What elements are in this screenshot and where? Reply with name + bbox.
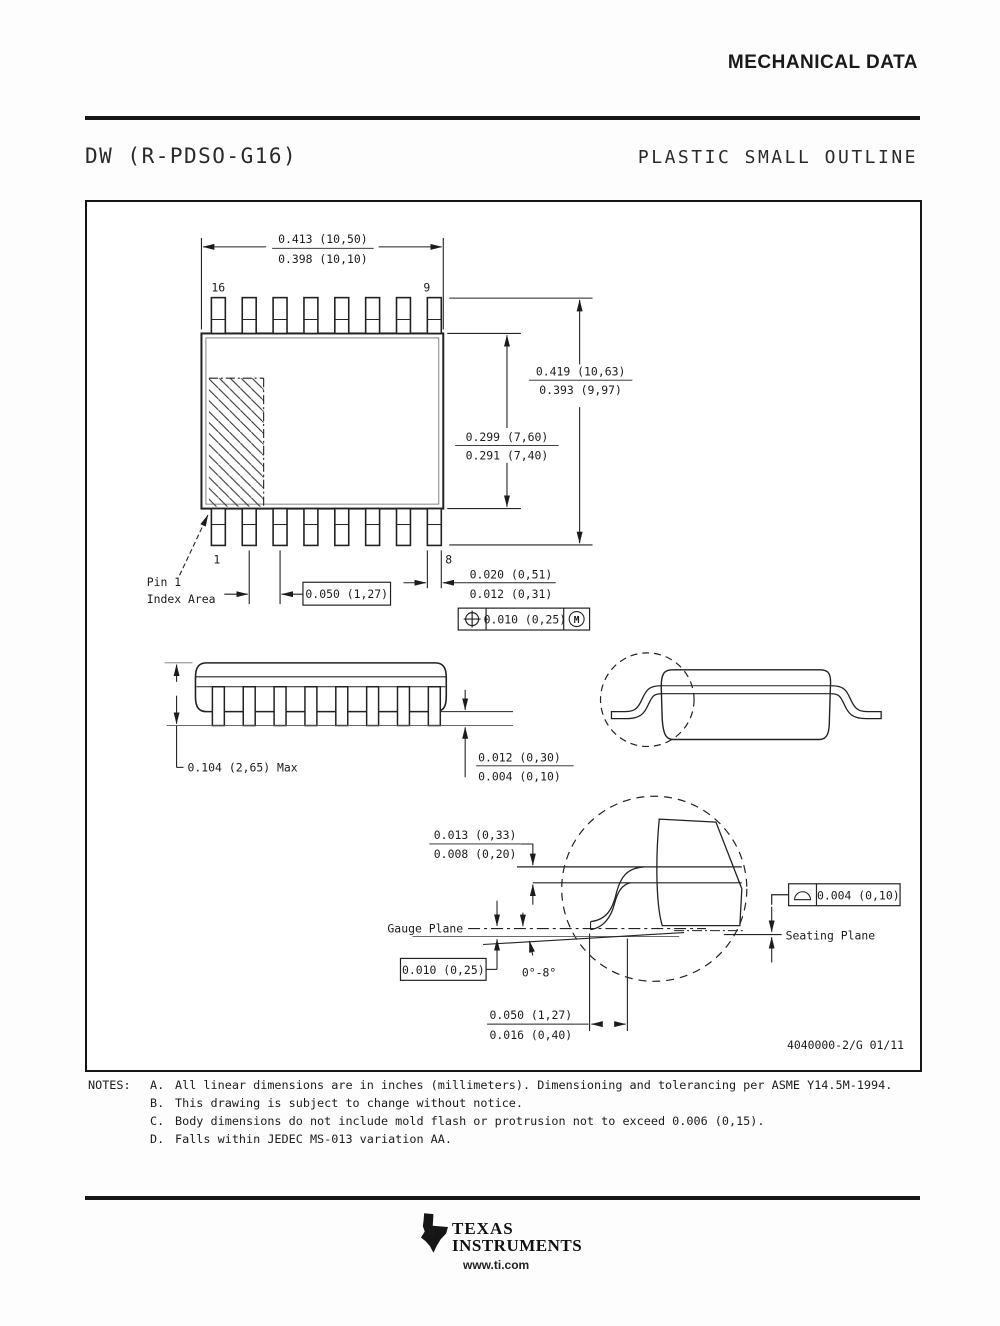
gauge-plane-group (387, 901, 706, 956)
pin1-label-line1: Pin 1 (146, 575, 182, 590)
header-rule (85, 116, 920, 120)
notes-label: NOTES: (88, 1078, 131, 1092)
note-d (150, 1132, 452, 1146)
bottom-pins (211, 509, 441, 546)
seating-plane-label: Seating Plane (785, 928, 876, 943)
dim-standoff-min: 0.004 (0,10) (478, 769, 561, 784)
dim-thick-max: 0.013 (0,33) (433, 828, 517, 843)
dim-foot-min: 0.016 (0,40) (489, 1028, 573, 1043)
pin-number-1: 1 (213, 552, 221, 567)
detail-callout-circle (601, 653, 695, 747)
package-code: DW (R-PDSO-G16) (85, 144, 298, 168)
pin-number-16: 16 (211, 280, 226, 295)
brand-name-top: TEXAS (452, 1219, 514, 1238)
left-gullwing-lead (611, 686, 661, 719)
pin1-index-hatch (209, 378, 264, 506)
dim-lead-width-min: 0.012 (0,31) (469, 587, 553, 602)
dim-foot-max: 0.050 (1,27) (489, 1008, 573, 1023)
flatness-value: 0.004 (0,10) (816, 888, 900, 903)
dim-body-min: 0.291 (7,40) (465, 448, 549, 463)
note-b-text: This drawing is subject to change without notice. (175, 1096, 524, 1110)
footer-rule (85, 1196, 920, 1200)
website-url: www.ti.com (463, 1258, 530, 1272)
note-c-id: C. (150, 1114, 165, 1128)
dim-height-value: 0.104 (2,65) Max (187, 760, 298, 775)
mmc-symbol-icon (569, 612, 584, 627)
note-a-text: All linear dimensions are in inches (millimeters). Dimensioning and tolerancing per ASME Y14.5M-1994. (175, 1078, 893, 1092)
dim-overall-max: 0.419 (10,63) (535, 364, 626, 379)
dim-standoff-max: 0.012 (0,30) (478, 750, 561, 765)
ti-monogram: ti (428, 1227, 435, 1239)
seating-plane-group (724, 907, 875, 963)
lead-bend-inner (591, 883, 631, 930)
pin1-label-line2: Index Area (146, 592, 216, 607)
svg-text:M: M (573, 614, 580, 626)
dim-body-depth (447, 333, 562, 508)
dim-overall-span (449, 298, 636, 545)
note-d-text: Falls within JEDEC MS-013 variation AA. (175, 1132, 452, 1146)
top-view (147, 232, 637, 630)
right-gullwing-lead (831, 686, 881, 719)
lead-detail-view (387, 796, 900, 1042)
dim-standoff (440, 690, 573, 784)
drawing-frame (85, 200, 922, 1072)
flatness-symbol-icon (795, 892, 811, 900)
note-a (150, 1078, 892, 1092)
dim-lead-width-max: 0.020 (0,51) (469, 567, 553, 582)
dim-body-max: 0.299 (7,60) (465, 429, 549, 444)
ti-logo-icon (421, 1213, 448, 1258)
note-b-id: B. (150, 1096, 165, 1110)
pin-number-9: 9 (423, 280, 431, 295)
page-header: MECHANICAL DATA (727, 52, 918, 73)
tolerance-frame (458, 608, 589, 630)
flatness-frame (772, 884, 900, 906)
dim-gauge-offset-value: 0.010 (0,25) (401, 962, 485, 977)
end-body (661, 670, 830, 740)
note-d-id: D. (150, 1132, 165, 1146)
tolerance-value: 0.010 (0,25) (483, 612, 567, 627)
lead-angle-label: 0°-8° (521, 965, 557, 980)
note-c-text: Body dimensions do not include mold flash or protrusion not to exceed 0.006 (0,15). (175, 1114, 765, 1128)
side-view (165, 663, 574, 783)
pin-number-8: 8 (445, 552, 453, 567)
dim-thick-min: 0.008 (0,20) (433, 846, 517, 861)
dim-lead-width (403, 550, 555, 601)
gauge-plane-label: Gauge Plane (387, 921, 464, 936)
side-pins (212, 687, 440, 726)
dim-width-min: 0.398 (10,10) (278, 251, 368, 266)
package-type: PLASTIC SMALL OUTLINE (637, 147, 918, 168)
dim-width-max: 0.413 (10,50) (278, 231, 368, 246)
foot-angle-line (483, 933, 684, 945)
note-c (150, 1114, 765, 1128)
note-b (150, 1096, 523, 1110)
position-symbol-icon (464, 611, 481, 628)
dim-pitch (224, 550, 390, 605)
dim-gauge-offset (400, 939, 497, 980)
dim-pitch-value: 0.050 (1,27) (305, 587, 389, 602)
doc-number: 4040000-2/G 01/11 (786, 1037, 905, 1052)
end-view (601, 653, 882, 747)
mechanical-drawing (87, 202, 916, 1066)
pin1-index-label (147, 515, 216, 606)
note-a-id: A. (150, 1078, 165, 1092)
dim-overall-min: 0.393 (9,97) (539, 383, 622, 398)
top-pins (211, 298, 441, 334)
brand-name-bottom: INSTRUMENTS (452, 1236, 583, 1255)
dim-foot-length (487, 934, 627, 1042)
